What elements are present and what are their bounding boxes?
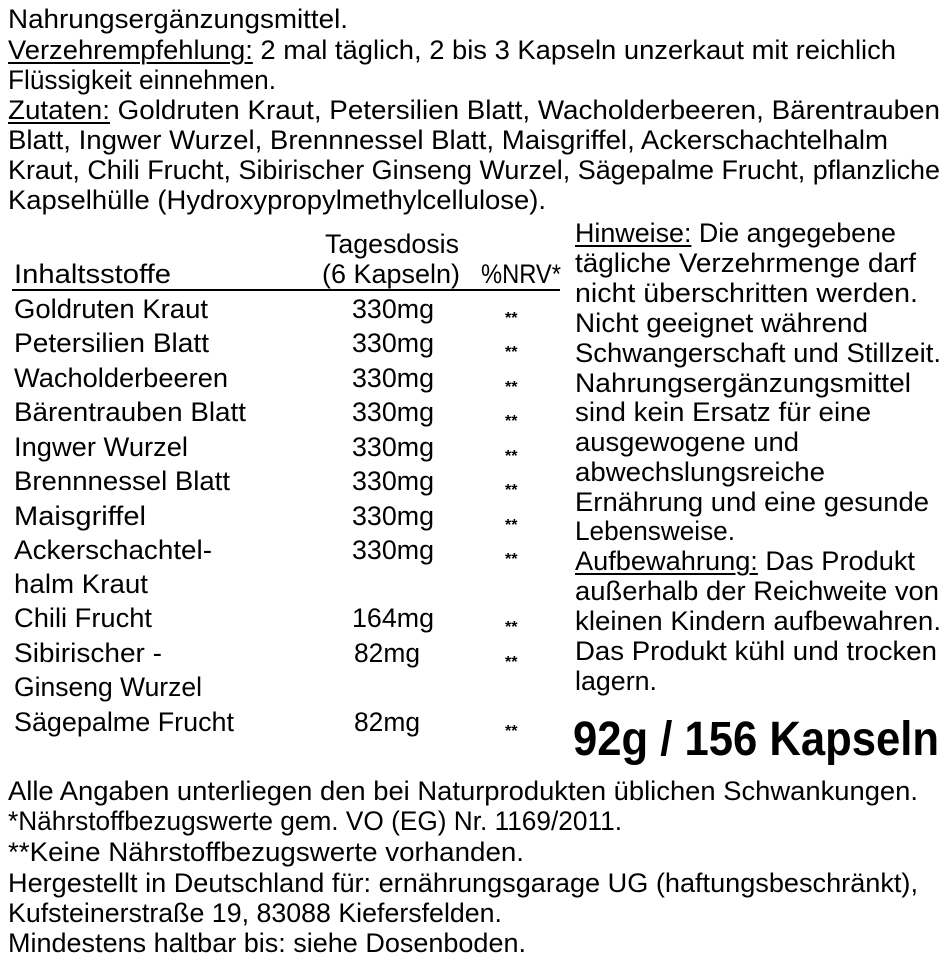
hint-line-10: Ernährung und eine gesunde <box>575 487 929 517</box>
storage-label: Aufbewahrung: <box>575 546 758 576</box>
hint-line-11: Lebensweise. <box>575 516 735 546</box>
hint-line-5: Schwangerschaft und Stillzeit. <box>575 338 941 368</box>
storage-line-3: kleinen Kindern aufbewahren. <box>575 606 941 636</box>
hint-line-6: Nahrungsergänzungsmittel <box>575 368 911 398</box>
header-dosage-line-2: (6 Kapseln) <box>322 259 460 289</box>
header-dosage-line-1: Tagesdosis <box>325 229 459 259</box>
hint-label: Hinweise: <box>575 218 692 248</box>
hint-line-1: Hinweise: Die angegebene <box>575 218 896 248</box>
storage-line-4: Das Produkt kühl und trocken <box>575 636 937 666</box>
hint-line-3: nicht überschritten werden. <box>575 278 918 308</box>
net-content: 92g / 156 Kapseln <box>573 713 939 766</box>
dosage-line-2 <box>8 65 284 95</box>
dosage-text: Verzehrempfehlung: 2 mal täglich, 2 bis 3 Kapseln unzerkaut mit reichlich <box>8 35 897 65</box>
ingredients-line-4 <box>8 185 546 215</box>
storage-line-2: außerhalb der Reichweite von <box>575 576 939 606</box>
ingredients-text-3: Kraut, Chili Frucht, Sibirischer Ginseng Wurzel, Sägepalme Frucht, pflanzliche <box>8 155 940 185</box>
hint-line-8: ausgewogene und <box>575 427 799 457</box>
storage-line-5: lagern. <box>575 666 657 696</box>
ingredients-label: Zutaten: <box>8 95 110 125</box>
footer-line-4: Hergestellt in Deutschland für: ernährungsgarage UG (haftungsbeschränkt), <box>8 868 918 898</box>
ingredients-line-2 <box>8 125 889 155</box>
storage-line-1: Aufbewahrung: Das Produkt <box>575 546 915 576</box>
dosage-text-2: Flüssigkeit einnehmen. <box>8 65 276 95</box>
footer-line-3: **Keine Nährstoffbezugswerte vorhanden. <box>8 837 524 867</box>
dosage-line-1 <box>8 35 897 65</box>
ingredients-text-4: Kapselhülle (Hydroxypropylmethylcellulose). <box>8 185 546 215</box>
header-ingredients: Inhaltsstoffe <box>14 259 172 289</box>
hint-line-4: Nicht geeignet während <box>575 308 868 338</box>
hint-line-9: abwechslungsreiche <box>575 457 825 487</box>
ingredients-line-1 <box>8 95 941 125</box>
footer-line-5: Kufsteinerstraße 19, 83088 Kiefersfelden. <box>8 898 502 928</box>
hint-line-2: tägliche Verzehrmenge darf <box>575 248 916 278</box>
dosage-label: Verzehrempfehlung: <box>8 35 253 65</box>
ingredients-line-3 <box>8 155 942 185</box>
ingredients-text-2: Blatt, Ingwer Wurzel, Brennnessel Blatt, Maisgriffel, Ackerschachtelhalm <box>8 125 889 155</box>
footer-line-1: Alle Angaben unterliegen den bei Naturprodukten üblichen Schwankungen. <box>8 776 918 806</box>
hint-line-7: sind kein Ersatz für eine <box>575 397 871 427</box>
ingredients-text: Zutaten: Goldruten Kraut, Petersilien Blatt, Wacholderbeeren, Bärentrauben <box>8 95 941 125</box>
footer-line-2: *Nährstoffbezugswerte gem. VO (EG) Nr. 1169/2011. <box>8 806 622 836</box>
table-header-rule <box>12 289 560 291</box>
header-nrv: %NRV* <box>481 259 561 289</box>
intro-line-1 <box>8 4 348 34</box>
footer-line-6: Mindestens haltbar bis: siehe Dosenboden. <box>8 928 526 958</box>
intro-title: Nahrungsergänzungsmittel. <box>8 4 348 34</box>
